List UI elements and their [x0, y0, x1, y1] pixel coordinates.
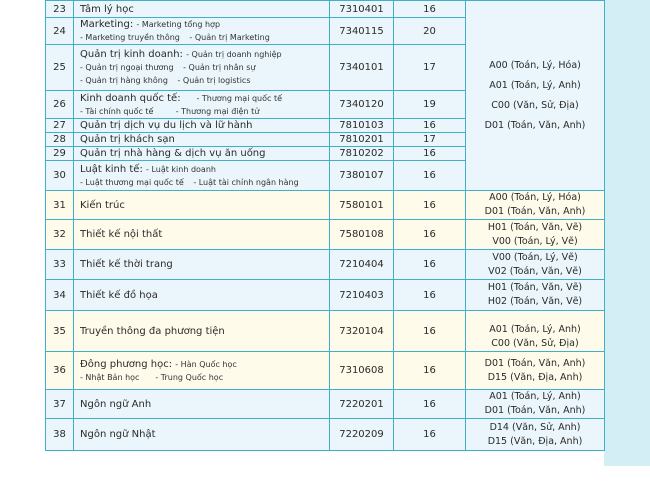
subject-combinations: V00 (Toán, Lý, Vẽ) V02 (Toán, Văn, Vẽ) [466, 250, 605, 280]
quota: 16 [394, 191, 466, 220]
subject-combinations: D01 (Toán, Văn, Anh) D15 (Văn, Địa, Anh) [466, 352, 605, 390]
subject-combinations: H01 (Toán, Văn, Vẽ) H02 (Toán, Văn, Vẽ) [466, 280, 605, 311]
row-number: 35 [46, 311, 74, 352]
major-name: Quản trị dịch vụ du lịch và lữ hành [74, 119, 330, 133]
major-code: 7320104 [330, 311, 394, 352]
row-number: 28 [46, 133, 74, 147]
quota: 16 [394, 352, 466, 390]
major-code: 7380107 [330, 161, 394, 191]
table-row [46, 419, 605, 451]
major-code: 7580108 [330, 220, 394, 250]
subject-combinations: H01 (Toán, Văn, Vẽ) V00 (Toán, Lý, Vẽ) [466, 220, 605, 250]
quota: 16 [394, 311, 466, 352]
major-code: 7220209 [330, 419, 394, 451]
row-number: 33 [46, 250, 74, 280]
major-code: 7220201 [330, 390, 394, 419]
quota: 17 [394, 133, 466, 147]
quota: 20 [394, 18, 466, 45]
row-number: 34 [46, 280, 74, 311]
quota: 16 [394, 280, 466, 311]
major-code: 7210404 [330, 250, 394, 280]
subject-combinations: A00 (Toán, Lý, Hóa) D01 (Toán, Văn, Anh) [466, 191, 605, 220]
quota: 17 [394, 45, 466, 91]
major-code: 7580101 [330, 191, 394, 220]
row-number: 29 [46, 147, 74, 161]
row-number: 37 [46, 390, 74, 419]
major-code: 7810103 [330, 119, 394, 133]
row-number: 25 [46, 45, 74, 91]
major-name: Tâm lý học [74, 1, 330, 18]
quota: 16 [394, 419, 466, 451]
quota: 16 [394, 161, 466, 191]
row-number: 36 [46, 352, 74, 390]
major-name: Thiết kế nội thất [74, 220, 330, 250]
quota: 16 [394, 390, 466, 419]
subject-combinations: D14 (Văn, Sử, Anh) D15 (Văn, Địa, Anh) [466, 419, 605, 451]
table-row [46, 390, 605, 419]
row-number: 32 [46, 220, 74, 250]
row-number: 31 [46, 191, 74, 220]
row-number: 24 [46, 18, 74, 45]
table-row [46, 311, 605, 352]
subject-combinations: A01 (Toán, Lý, Anh) D01 (Toán, Văn, Anh) [466, 390, 605, 419]
major-name: Thiết kế đồ họa [74, 280, 330, 311]
decorative-side-strip [604, 0, 650, 466]
major-code: 7340120 [330, 91, 394, 119]
table-row [46, 250, 605, 280]
quota: 19 [394, 91, 466, 119]
major-name: Ngôn ngữ Anh [74, 390, 330, 419]
subject-combinations: A01 (Toán, Lý, Anh) C00 (Văn, Sử, Địa) [466, 311, 605, 352]
major-name: Quản trị nhà hàng & dịch vụ ăn uống [74, 147, 330, 161]
table-row [46, 220, 605, 250]
major-code: 7340115 [330, 18, 394, 45]
quota: 16 [394, 220, 466, 250]
major-name: Đông phương học: - Hàn Quốc học - Nhật Bản học - Trung Quốc học [74, 352, 330, 390]
table-row [46, 280, 605, 311]
quota: 16 [394, 1, 466, 18]
admission-table [45, 0, 605, 451]
quota: 16 [394, 147, 466, 161]
major-name: Ngôn ngữ Nhật [74, 419, 330, 451]
major-name: Luật kinh tế: - Luật kinh doanh - Luật thương mại quốc tế - Luật tài chính ngân hàng [74, 161, 330, 191]
quota: 16 [394, 250, 466, 280]
major-code: 7810202 [330, 147, 394, 161]
major-name: Quản trị kinh doanh: - Quản trị doanh nghiệp - Quản trị ngoại thương - Quản trị nhân sự - Quản trị hàng không - Quản trị logistics [74, 45, 330, 91]
major-name: Kinh doanh quốc tế: - Thương mại quốc tế - Tài chính quốc tế - Thương mại điện tử [74, 91, 330, 119]
major-code: 7310608 [330, 352, 394, 390]
row-number: 23 [46, 1, 74, 18]
quota: 16 [394, 119, 466, 133]
major-name: Quản trị khách sạn [74, 133, 330, 147]
major-name: Thiết kế thời trang [74, 250, 330, 280]
major-name: Marketing: - Marketing tổng hợp - Marketing truyền thông - Quản trị Marketing [74, 18, 330, 45]
table-row [46, 1, 605, 18]
major-code: 7210403 [330, 280, 394, 311]
table-row [46, 191, 605, 220]
major-name: Truyền thông đa phương tiện [74, 311, 330, 352]
subject-combinations: A00 (Toán, Lý, Hóa) A01 (Toán, Lý, Anh) C00 (Văn, Sử, Địa) D01 (Toán, Văn, Anh) [466, 1, 605, 191]
major-code: 7340101 [330, 45, 394, 91]
table-row [46, 352, 605, 390]
major-name: Kiến trúc [74, 191, 330, 220]
major-code: 7310401 [330, 1, 394, 18]
row-number: 27 [46, 119, 74, 133]
row-number: 30 [46, 161, 74, 191]
row-number: 38 [46, 419, 74, 451]
major-code: 7810201 [330, 133, 394, 147]
row-number: 26 [46, 91, 74, 119]
